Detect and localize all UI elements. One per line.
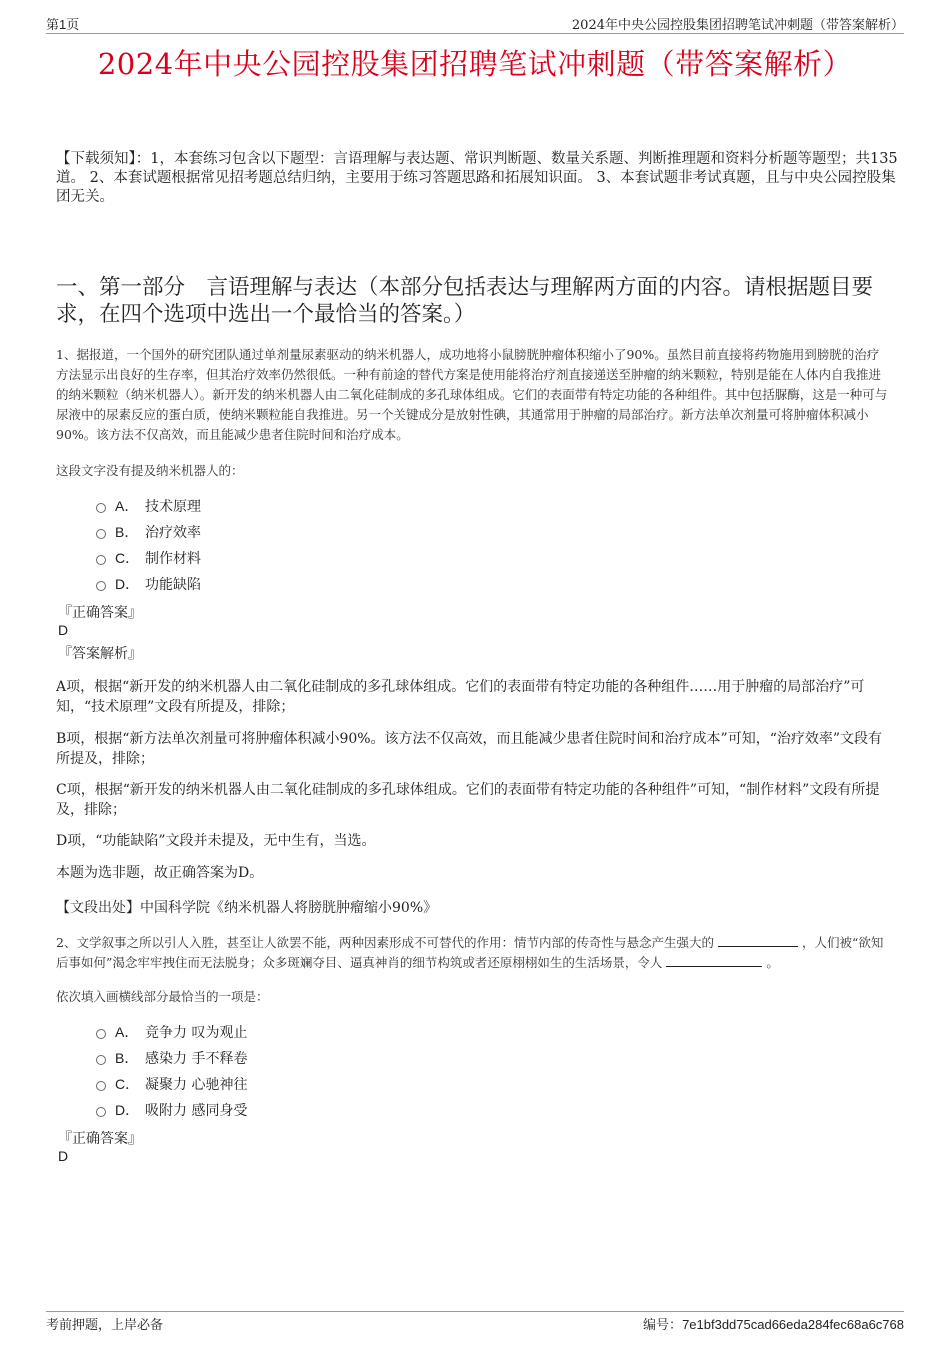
option-text: 感染力 手不释卷 [145,1051,248,1067]
radio-icon[interactable] [96,1081,106,1091]
download-notice: 【下载须知】：1，本套练习包含以下题型：言语理解与表达题、常识判断题、数量关系题、判断推理题和资料分析题等题型；共135道。 2、本套试题根据常见招考题总结归纳，主要用于练习答题思路和拓展知识面。 3、本套试题非考试真题，且与中央公园控股集团无关。 [56,151,898,205]
analysis-conclusion: 本题为选非题，故正确答案为D。 [56,865,264,881]
footer-divider [46,1311,904,1312]
question-2-answer-label: 『正确答案』 [58,1131,142,1147]
page-title: 2024年中央公园控股集团招聘笔试冲刺题（带答案解析） [97,47,853,81]
option-letter: B． [115,1050,139,1066]
question-1-stem: 这段文字没有提及纳米机器人的： [56,463,244,478]
option-text: 技术原理 [145,499,201,515]
analysis-option-d: D项，“功能缺陷”文段并未提及，无中生有，当选。 [56,833,376,849]
option-letter: A． [115,1024,139,1040]
option-text: 治疗效率 [145,525,201,541]
radio-icon[interactable] [96,1029,106,1039]
radio-icon[interactable] [96,581,106,591]
question-2-options [96,1019,247,1123]
option-letter: A． [115,498,139,514]
option-text: 竞争力 叹为观止 [145,1025,248,1041]
option-text: 吸附力 感同身受 [145,1103,248,1119]
option-letter: D． [115,1102,140,1118]
passage-text: 2、文学叙事之所以引人入胜，甚至让人欲罢不能，两种因素形成不可替代的作用：情节内部的传奇性与悬念产生强大的 [56,935,714,950]
question-1-option-d[interactable] [96,571,201,597]
question-2-option-c[interactable] [96,1071,247,1097]
option-letter: C． [115,1076,140,1092]
fill-blank-1 [718,934,798,947]
footer-code [643,1314,904,1333]
passage-text: 。 [766,955,779,970]
footer-slogan: 考前押题，上岸必备 [46,1318,164,1333]
radio-icon[interactable] [96,1107,106,1117]
question-1-option-a[interactable] [96,493,201,519]
header-doc-title: 2024年中央公园控股集团招聘笔试冲刺题（带答案解析） [571,18,904,33]
option-text: 功能缺陷 [145,577,201,593]
footer-code-label: 编号： [643,1318,683,1333]
header-divider [46,33,904,34]
question-1-analysis-label: 『答案解析』 [58,646,142,662]
fill-blank-2 [666,954,762,967]
question-1-passage: 1、据报道，一个国外的研究团队通过单剂量尿素驱动的纳米机器人，成功地将小鼠膀胱肿瘤体积缩小了90%。虽然目前直接将药物施用到膀胱的治疗方法显示出良好的生存率，但其治疗效率仍然很低。一种有前途的替代方案是使用能将治疗剂直接递送至肿瘤的纳米颗粒，特别是能在人体内自我推进的纳米颗粒（纳米机器人）。新开发的纳米机器人由二氧化硅制成的多孔球体组成。它们的表面带有特定功能的各种组件。其中包括脲酶，这是一种可与尿液中的尿素反应的蛋白质，使纳米颗粒能自我推进。另一个关键成分是放射性碘，其通常用于肿瘤的局部治疗。新方法单次剂量可将肿瘤体积减小90%。该方法不仅高效，而且能减少患者住院时间和治疗成本。 [56,347,888,442]
analysis-option-c: C项，根据“新开发的纳米机器人由二氧化硅制成的多孔球体组成。它们的表面带有特定功能的各种组件”可知，“制作材料”文段有所提及，排除； [56,782,880,818]
passage-source: 【文段出处】中国科学院《纳米机器人将膀胱肿瘤缩小90%》 [56,900,438,916]
radio-icon[interactable] [96,555,106,565]
radio-icon[interactable] [96,529,106,539]
option-letter: D． [115,576,140,592]
radio-icon[interactable] [96,503,106,513]
option-text: 制作材料 [145,551,201,567]
question-1-option-c[interactable] [96,545,201,571]
question-2-option-a[interactable] [96,1019,247,1045]
question-1-answer-label: 『正确答案』 [58,605,142,621]
question-1-option-b[interactable] [96,519,201,545]
footer-code-value: 7e1bf3dd75cad66eda284fec68a6c768 [682,1317,904,1332]
option-text: 凝聚力 心驰神往 [145,1077,248,1093]
question-2-option-d[interactable] [96,1097,247,1123]
page-number: 第1页 [46,17,80,32]
question-2-answer: D [58,1148,69,1164]
question-1-answer: D [58,622,69,638]
question-1-options [96,493,201,597]
question-2-stem: 依次填入画横线部分最恰当的一项是： [56,989,269,1004]
option-letter: B． [115,524,139,540]
analysis-option-a: A项，根据“新开发的纳米机器人由二氧化硅制成的多孔球体组成。它们的表面带有特定功能的各种组件……用于肿瘤的局部治疗”可知，“技术原理”文段有所提及，排除； [56,679,865,715]
analysis-option-b: B项，根据“新方法单次剂量可将肿瘤体积减小90%。该方法不仅高效，而且能减少患者住院时间和治疗成本”可知，“治疗效率”文段有所提及，排除； [56,731,883,767]
section-heading: 一、第一部分 言语理解与表达（本部分包括表达与理解两方面的内容。请根据题目要求，在四个选项中选出一个最恰当的答案。） [56,275,874,327]
radio-icon[interactable] [96,1055,106,1065]
question-2-option-b[interactable] [96,1045,247,1071]
passage-text: ，人们被“欲知后事如何”渴念牢牢拽住而无法脱身；众多斑斓夺目、逼真神肖的细节构筑或者还原栩栩如生的生活场景，令人 [56,935,884,970]
option-letter: C． [115,550,140,566]
question-2-passage [56,933,890,973]
